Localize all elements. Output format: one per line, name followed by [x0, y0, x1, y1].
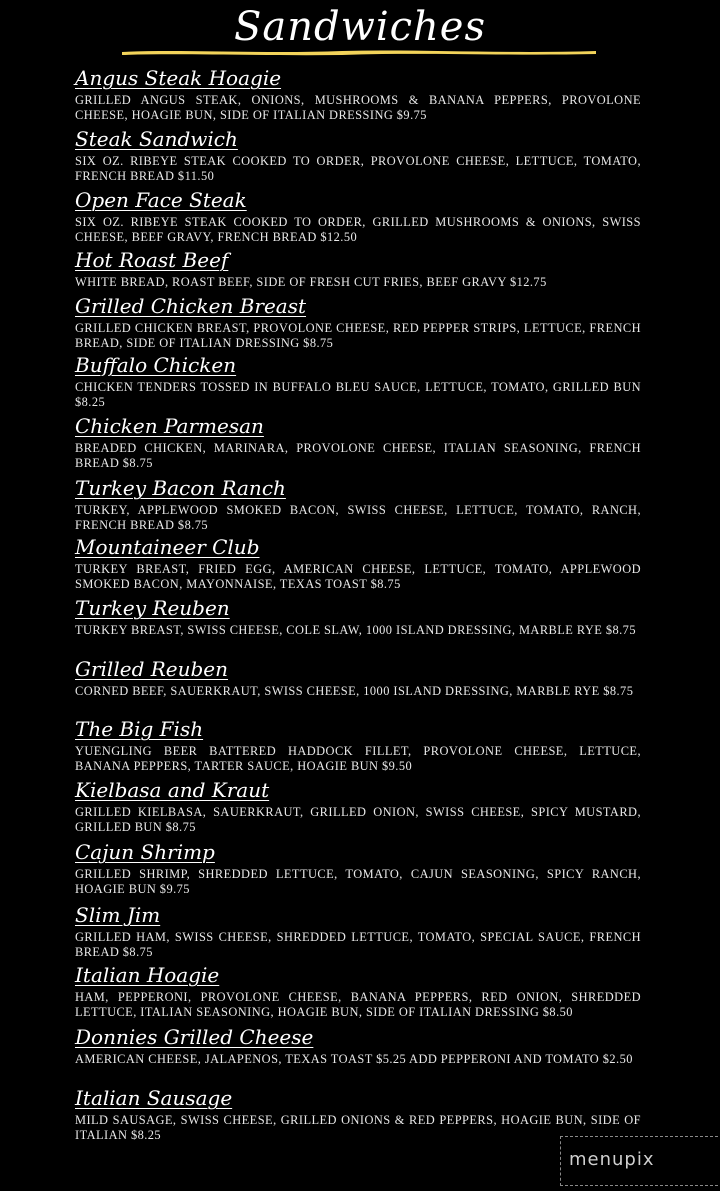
item-description: TURKEY BREAST, FRIED EGG, AMERICAN CHEESE, LETTUCE, TOMATO, APPLEWOOD SMOKED BACON, MAYONNAISE, TEXAS TOAST $8.75 [75, 562, 641, 591]
item-description: SIX OZ. RIBEYE STEAK COOKED TO ORDER, GRILLED MUSHROOMS & ONIONS, SWISS CHEESE, BEEF GRAVY, FRENCH BREAD $12.50 [75, 215, 641, 244]
item-name: Angus Steak Hoagie [75, 66, 282, 90]
menu-item [75, 66, 641, 122]
menu-item [75, 535, 641, 591]
item-description: GRILLED SHRIMP, SHREDDED LETTUCE, TOMATO, CAJUN SEASONING, SPICY RANCH, HOAGIE BUN $9.75 [75, 867, 641, 896]
item-name: Mountaineer Club [75, 535, 260, 559]
item-name: Slim Jim [75, 903, 161, 927]
menu-item [75, 657, 641, 699]
menu-item [75, 248, 641, 290]
menu-item [75, 353, 641, 409]
watermark-logo: menupix [569, 1149, 655, 1170]
watermark [560, 1136, 718, 1186]
menu-item [75, 596, 641, 638]
item-description: TURKEY, APPLEWOOD SMOKED BACON, SWISS CHEESE, LETTUCE, TOMATO, RANCH, FRENCH BREAD $8.75 [75, 503, 641, 532]
item-description: WHITE BREAD, ROAST BEEF, SIDE OF FRESH CUT FRIES, BEEF GRAVY $12.75 [75, 275, 547, 289]
item-description: GRILLED ANGUS STEAK, ONIONS, MUSHROOMS & BANANA PEPPERS, PROVOLONE CHEESE, HOAGIE BUN, SIDE OF ITALIAN DRESSING $9.75 [75, 93, 641, 122]
item-name: Turkey Bacon Ranch [75, 476, 286, 500]
title-underline-brushstroke [122, 48, 596, 56]
menu-item [75, 1086, 641, 1142]
item-description: CHICKEN TENDERS TOSSED IN BUFFALO BLEU SAUCE, LETTUCE, TOMATO, GRILLED BUN $8.25 [75, 380, 641, 409]
item-description: TURKEY BREAST, SWISS CHEESE, COLE SLAW, 1000 ISLAND DRESSING, MARBLE RYE $8.75 [75, 623, 636, 637]
menu-item [75, 963, 641, 1019]
menu-item [75, 840, 641, 896]
page-title: Sandwiches [233, 4, 486, 50]
item-description: MILD SAUSAGE, SWISS CHEESE, GRILLED ONIONS & RED PEPPERS, HOAGIE BUN, SIDE OF ITALIAN $8.25 [75, 1113, 641, 1142]
item-description: CORNED BEEF, SAUERKRAUT, SWISS CHEESE, 1000 ISLAND DRESSING, MARBLE RYE $8.75 [75, 684, 634, 698]
item-name: The Big Fish [75, 717, 204, 741]
item-name: Cajun Shrimp [75, 840, 215, 864]
menu-item [75, 1025, 641, 1067]
item-description: GRILLED HAM, SWISS CHEESE, SHREDDED LETTUCE, TOMATO, SPECIAL SAUCE, FRENCH BREAD $8.75 [75, 930, 641, 959]
item-description: AMERICAN CHEESE, JALAPENOS, TEXAS TOAST $5.25 ADD PEPPERONI AND TOMATO $2.50 [75, 1052, 633, 1066]
item-description: HAM, PEPPERONI, PROVOLONE CHEESE, BANANA PEPPERS, RED ONION, SHREDDED LETTUCE, ITALIAN SEASONING, HOAGIE BUN, SIDE OF ITALIAN DRESSING $8.50 [75, 990, 641, 1019]
item-name: Italian Sausage [75, 1086, 233, 1110]
item-name: Italian Hoagie [75, 963, 220, 987]
item-name: Steak Sandwich [75, 127, 238, 151]
item-description: SIX OZ. RIBEYE STEAK COOKED TO ORDER, PROVOLONE CHEESE, LETTUCE, TOMATO, FRENCH BREAD $11.50 [75, 154, 641, 183]
item-description: GRILLED CHICKEN BREAST, PROVOLONE CHEESE, RED PEPPER STRIPS, LETTUCE, FRENCH BREAD, SIDE OF ITALIAN DRESSING $8.75 [75, 321, 641, 350]
item-name: Turkey Reuben [75, 596, 230, 620]
menu-item [75, 414, 641, 470]
item-name: Buffalo Chicken [75, 353, 237, 377]
menu-item [75, 476, 641, 532]
menu-item [75, 717, 641, 773]
item-name: Grilled Chicken Breast [75, 294, 307, 318]
item-name: Kielbasa and Kraut [75, 778, 270, 802]
item-description: BREADED CHICKEN, MARINARA, PROVOLONE CHEESE, ITALIAN SEASONING, FRENCH BREAD $8.75 [75, 441, 641, 470]
item-name: Open Face Steak [75, 188, 247, 212]
menu-header [120, 0, 600, 64]
item-name: Hot Roast Beef [75, 248, 229, 272]
item-name: Chicken Parmesan [75, 414, 264, 438]
item-description: YUENGLING BEER BATTERED HADDOCK FILLET, PROVOLONE CHEESE, LETTUCE, BANANA PEPPERS, TARTER SAUCE, HOAGIE BUN $9.50 [75, 744, 641, 773]
menu-item [75, 188, 641, 244]
menu-item [75, 778, 641, 834]
item-description: GRILLED KIELBASA, SAUERKRAUT, GRILLED ONION, SWISS CHEESE, SPICY MUSTARD, GRILLED BUN $8.75 [75, 805, 641, 834]
menu-item [75, 127, 641, 183]
menu-item [75, 294, 641, 350]
item-name: Donnies Grilled Cheese [75, 1025, 314, 1049]
item-name: Grilled Reuben [75, 657, 229, 681]
menu-item [75, 903, 641, 959]
